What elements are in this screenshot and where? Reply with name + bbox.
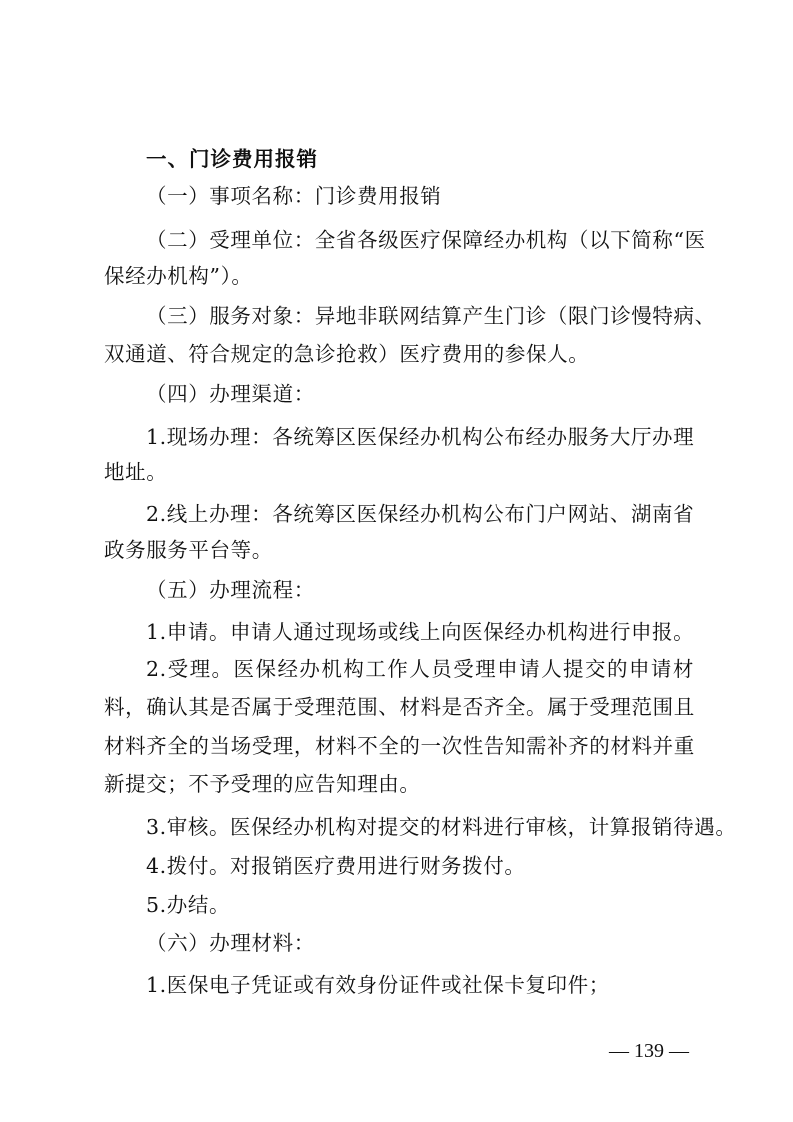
materials-heading: （六）办理材料： (146, 931, 315, 955)
process-step-payment: 4.拨付。对报销医疗费用进行财务拨付。 (146, 854, 526, 878)
onsite-channel-line: 1.现场办理：各统筹区医保经办机构公布经办服务大厅办理 (146, 425, 695, 449)
process-heading: （五）办理流程： (146, 578, 315, 602)
service-target-line: （三）服务对象：异地非联网结算产生门诊（限门诊慢特病、 (146, 304, 716, 328)
process-step-review: 3.审核。医保经办机构对提交的材料进行审核，计算报销待遇。 (146, 815, 737, 839)
online-channel-line: 2.线上办理：各统筹区医保经办机构公布门户网站、湖南省 (146, 502, 695, 526)
page-number: — 139 — (609, 1040, 689, 1062)
process-step-accept-continued-1: 料，确认其是否属于受理范围、材料是否齐全。属于受理范围且 (104, 695, 695, 719)
accepting-unit-line-continued: 保经办机构”）。 (104, 264, 253, 288)
channels-heading: （四）办理渠道： (146, 382, 315, 406)
onsite-channel-line-continued: 地址。 (104, 460, 168, 484)
process-step-apply: 1.申请。申请人通过现场或线上向医保经办机构进行申报。 (146, 620, 695, 644)
item-name-line: （一）事项名称：门诊费用报销 (146, 184, 442, 208)
process-step-accept-continued-3: 新提交；不予受理的应告知理由。 (104, 772, 421, 796)
service-target-line-continued: 双通道、符合规定的急诊抢救）医疗费用的参保人。 (104, 342, 590, 366)
online-channel-line-continued: 政务服务平台等。 (104, 538, 273, 562)
section-heading: 一、门诊费用报销 (146, 147, 318, 171)
accepting-unit-line: （二）受理单位：全省各级医疗保障经办机构（以下简称“医 (146, 228, 706, 252)
process-step-accept-continued-2: 材料齐全的当场受理，材料不全的一次性告知需补齐的材料并重 (104, 734, 695, 758)
process-step-accept: 2.受理。医保经办机构工作人员受理申请人提交的申请材 (146, 657, 694, 681)
process-step-complete: 5.办结。 (146, 893, 231, 917)
material-item-1: 1.医保电子凭证或有效身份证件或社保卡复印件； (146, 973, 610, 997)
